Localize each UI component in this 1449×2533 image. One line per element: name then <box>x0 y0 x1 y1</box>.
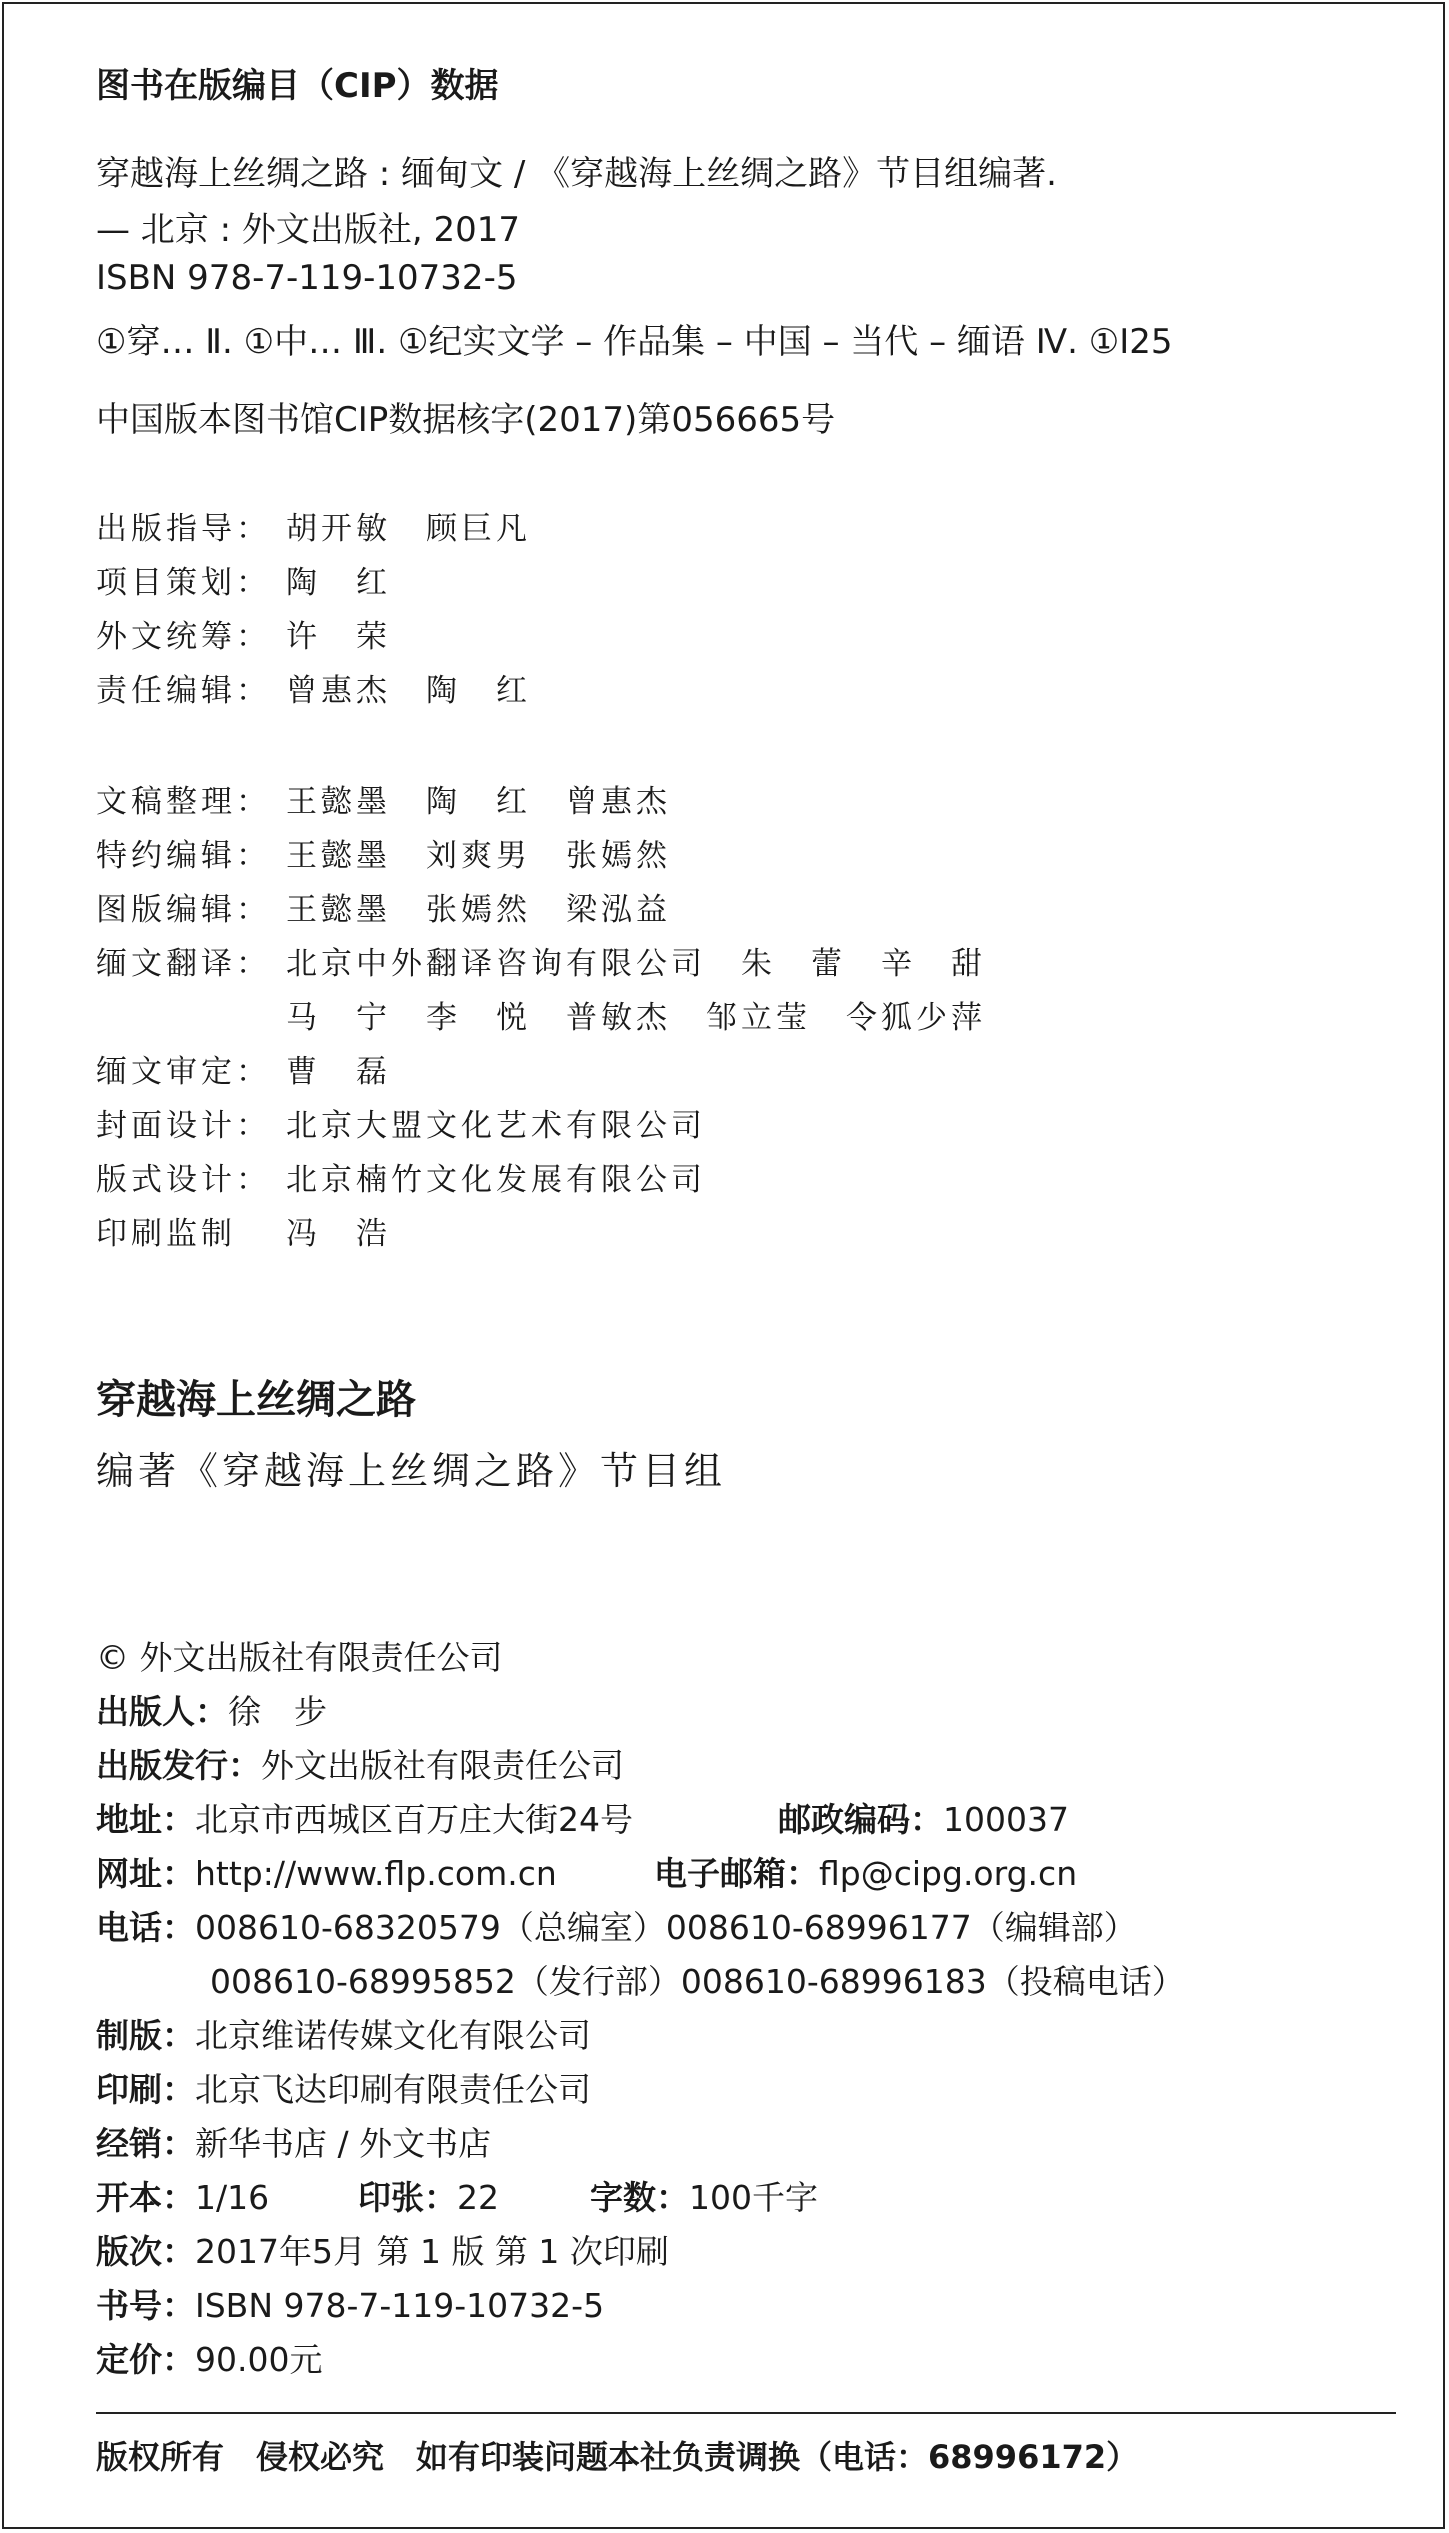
staff-value: 冯 浩 <box>286 1216 391 1252</box>
staff-role: 缅文审定： <box>96 1054 271 1090</box>
address-value: 北京市西城区百万庄大街24号 <box>195 1800 633 1839</box>
distributor-row <box>96 1740 624 1787</box>
address-row <box>96 1794 1296 1841</box>
sales-row <box>96 2118 491 2165</box>
staff-role: 外文统筹： <box>96 619 271 655</box>
web-row <box>96 1848 1296 1895</box>
postcode-value: 100037 <box>943 1800 1069 1839</box>
cip-line: — 北京 : 外文出版社, 2017 <box>96 210 521 250</box>
words-label: 字数： <box>590 2178 689 2217</box>
staff-row <box>96 611 391 656</box>
staff-row <box>96 938 986 983</box>
staff-value: 北京楠竹文化发展有限公司 <box>286 1162 706 1198</box>
edition-row <box>96 2226 669 2273</box>
staff-role: 文稿整理： <box>96 784 271 820</box>
staff-row <box>96 830 671 875</box>
staff-role: 封面设计： <box>96 1108 271 1144</box>
staff-row <box>96 1154 706 1199</box>
staff-value: 王懿墨 刘爽男 张嫣然 <box>286 838 671 874</box>
format-row <box>96 2172 996 2219</box>
staff-row <box>96 557 391 602</box>
isbn-label: 书号： <box>96 2286 195 2325</box>
staff-role: 责任编辑： <box>96 673 271 709</box>
staff-row <box>96 1208 391 1253</box>
cip-title: 图书在版编目（CIP）数据 <box>96 66 499 106</box>
price-value: 90.00元 <box>195 2340 323 2379</box>
staff-value: 曾惠杰 陶 红 <box>286 673 531 709</box>
staff-value: 北京中外翻译咨询有限公司 朱 蕾 辛 甜 <box>286 946 986 982</box>
address-label: 地址： <box>96 1800 195 1839</box>
staff-value: 北京大盟文化艺术有限公司 <box>286 1108 706 1144</box>
publisher-row <box>96 1686 327 1733</box>
cip-line: ①穿… Ⅱ. ①中… Ⅲ. ①纪实文学 – 作品集 – 中国 – 当代 – 缅语 Ⅳ. ①I25 <box>96 322 1173 362</box>
phone-label: 电话： <box>96 1908 195 1947</box>
postcode-label: 邮政编码： <box>778 1800 943 1839</box>
staff-row <box>96 884 671 929</box>
print-row <box>96 2064 591 2111</box>
sales-label: 经销： <box>96 2124 195 2163</box>
publisher-value: 徐 步 <box>228 1692 327 1731</box>
phone-row-2 <box>96 1956 1185 2003</box>
staff-row <box>96 776 671 821</box>
staff-role: 项目策划： <box>96 565 271 601</box>
staff-role: 印刷监制 <box>96 1216 236 1252</box>
phone-value: 008610-68320579（总编室）008610-68996177（编辑部） <box>195 1908 1137 1947</box>
print-label: 印刷： <box>96 2070 195 2109</box>
publisher-label: 出版人： <box>96 1692 228 1731</box>
staff-value: 胡开敏 顾巨凡 <box>286 511 531 547</box>
sheets-value: 22 <box>457 2178 499 2217</box>
edition-label: 版次： <box>96 2232 195 2271</box>
format-label: 开本： <box>96 2178 195 2217</box>
staff-role: 图版编辑： <box>96 892 271 928</box>
staff-value: 曹 磊 <box>286 1054 391 1090</box>
email-label: 电子邮箱： <box>654 1854 819 1893</box>
price-row <box>96 2334 322 2381</box>
cip-line: 穿越海上丝绸之路 : 缅甸文 / 《穿越海上丝绸之路》节目组编著. <box>96 154 1057 194</box>
staff-value: 马 宁 李 悦 普敏杰 邹立莹 令狐少萍 <box>286 1000 986 1036</box>
staff-value: 王懿墨 张嫣然 梁泓益 <box>286 892 671 928</box>
web-label: 网址： <box>96 1854 195 1893</box>
sales-value: 新华书店 / 外文书店 <box>195 2124 492 2163</box>
book-editor: 编著《穿越海上丝绸之路》节目组 <box>96 1449 727 1493</box>
staff-row <box>96 665 531 710</box>
web-value: http://www.flp.com.cn <box>195 1854 557 1893</box>
book-title: 穿越海上丝绸之路 <box>96 1377 416 1423</box>
edition-value: 2017年5月 第 1 版 第 1 次印刷 <box>195 2232 669 2271</box>
phone-row <box>96 1902 1137 1949</box>
staff-role: 缅文翻译： <box>96 946 271 982</box>
staff-row <box>96 1046 391 1091</box>
staff-role: 特约编辑： <box>96 838 271 874</box>
staff-value: 陶 红 <box>286 565 391 601</box>
plate-value: 北京维诺传媒文化有限公司 <box>195 2016 591 2055</box>
staff-row <box>96 1100 706 1145</box>
words-value: 100千字 <box>689 2178 818 2217</box>
isbn-row <box>96 2280 604 2327</box>
cip-line: 中国版本图书馆CIP数据核字(2017)第056665号 <box>96 400 836 440</box>
distributor-label: 出版发行： <box>96 1746 261 1785</box>
staff-row <box>96 503 531 548</box>
sheets-label: 印张： <box>358 2178 457 2217</box>
plate-label: 制版： <box>96 2016 195 2055</box>
cip-line: ISBN 978-7-119-10732-5 <box>96 258 518 298</box>
copyright-footer: 版权所有 侵权必究 如有印装问题本社负责调换（电话：68996172） <box>96 2438 1139 2476</box>
staff-role: 出版指导： <box>96 511 271 547</box>
isbn-value: ISBN 978-7-119-10732-5 <box>195 2286 605 2325</box>
footer-divider <box>96 2412 1396 2414</box>
format-value: 1/16 <box>195 2178 270 2217</box>
copyright-line <box>96 1632 503 1679</box>
price-label: 定价： <box>96 2340 195 2379</box>
copyright-text: © 外文出版社有限责任公司 <box>96 1638 503 1677</box>
staff-row <box>96 992 986 1037</box>
staff-role: 版式设计： <box>96 1162 271 1198</box>
email-value: flp@cipg.org.cn <box>819 1854 1078 1893</box>
phone-value: 008610-68995852（发行部）008610-68996183（投稿电话） <box>210 1962 1185 2001</box>
staff-value: 许 荣 <box>286 619 391 655</box>
plate-row <box>96 2010 591 2057</box>
print-value: 北京飞达印刷有限责任公司 <box>195 2070 591 2109</box>
staff-value: 王懿墨 陶 红 曾惠杰 <box>286 784 671 820</box>
distributor-value: 外文出版社有限责任公司 <box>261 1746 624 1785</box>
